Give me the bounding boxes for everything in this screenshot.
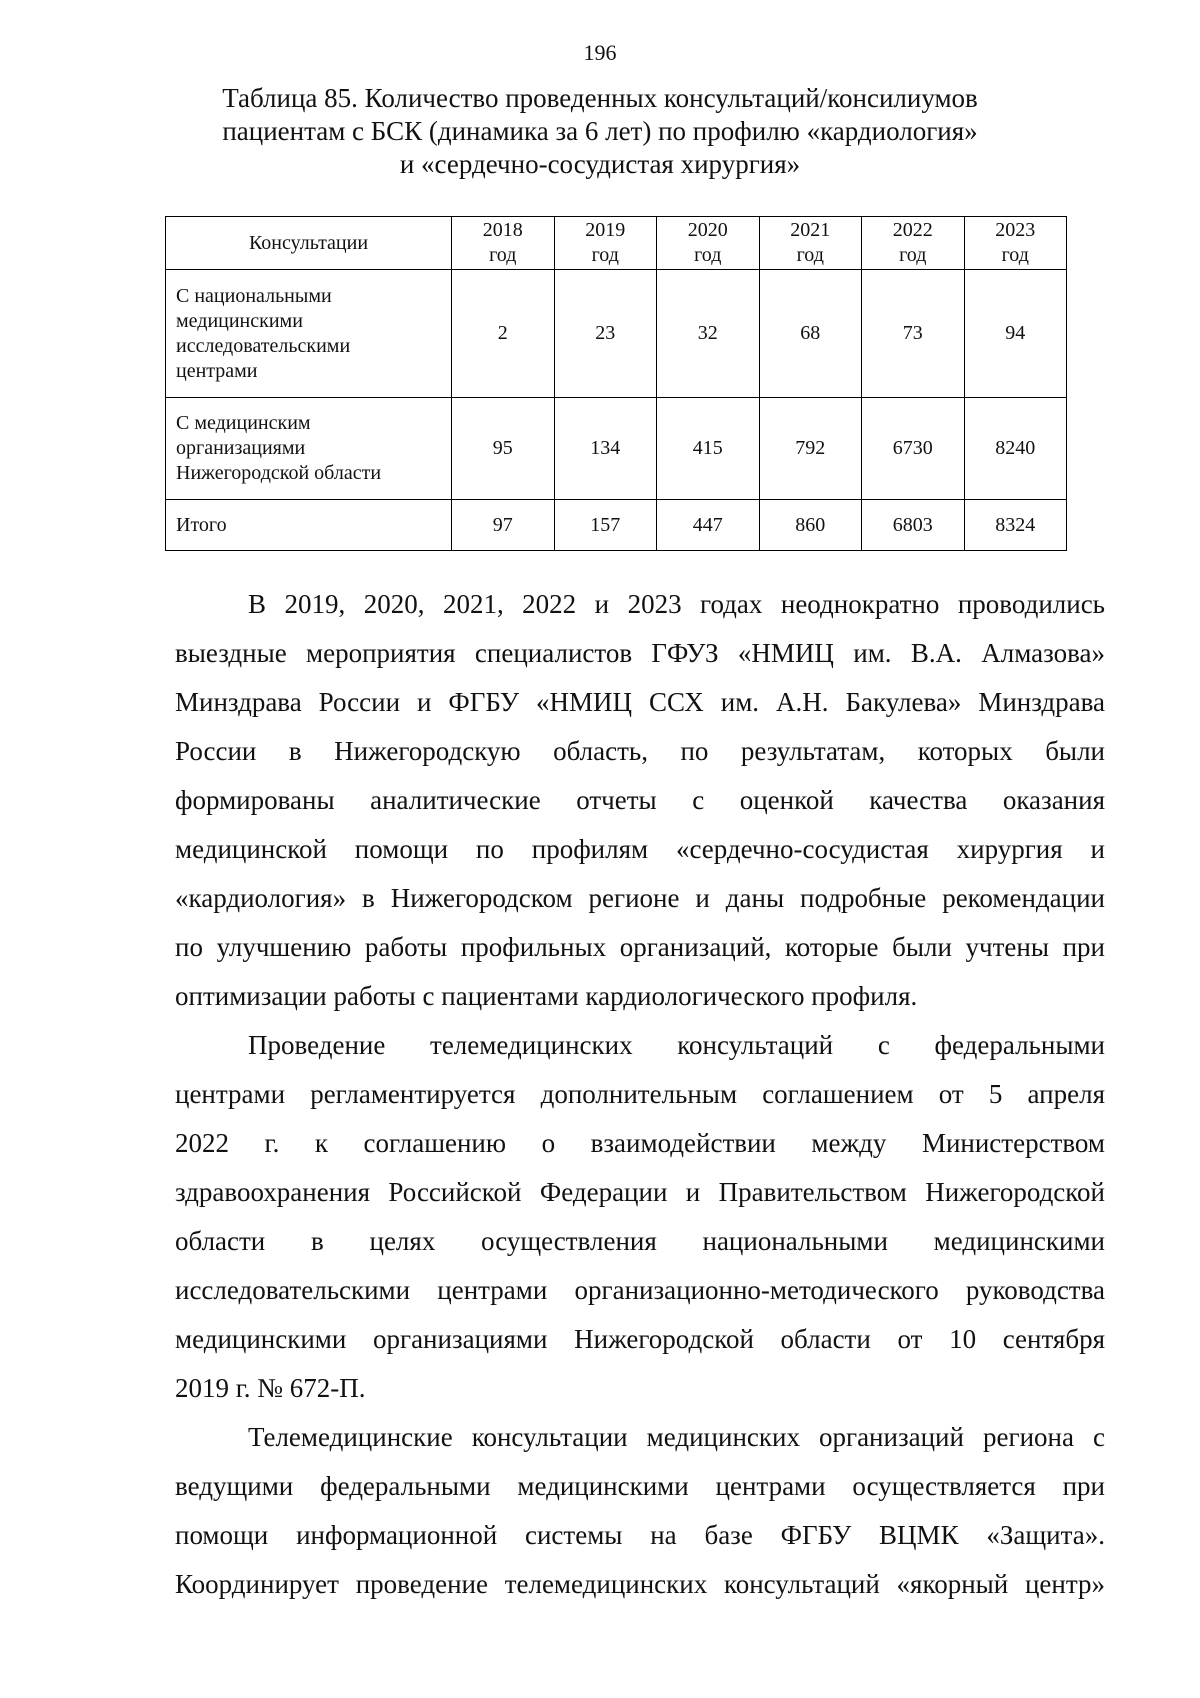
text-line: Проведение телемедицинских консультаций с федеральными — [248, 1030, 1105, 1060]
table-cell: 73 — [862, 270, 965, 398]
text-line: по улучшению работы профильных организаций, которые были учтены при — [175, 932, 1105, 962]
header-year: 2018 год — [452, 217, 555, 270]
text-line: 2019 г. № 672-П. — [175, 1373, 366, 1403]
text-line: выездные мероприятия специалистов ГФУЗ «НМИЦ им. В.А. Алмазова» — [175, 638, 1105, 668]
table-cell: 6730 — [862, 398, 965, 500]
table-row-total — [166, 500, 1067, 551]
header-year: 2020 год — [657, 217, 760, 270]
paragraph — [175, 580, 1105, 1021]
caption-line: Таблица 85. Количество проведенных консультаций/консилиумов — [222, 83, 978, 113]
text-line: «кардиология» в Нижегородском регионе и даны подробные рекомендации — [175, 883, 1105, 913]
row-label: С медицинским организациями Нижегородской области — [166, 398, 452, 500]
table-cell: 447 — [657, 500, 760, 551]
text-line: медицинскими организациями Нижегородской области от 10 сентября — [175, 1324, 1105, 1354]
row-label: Итого — [166, 500, 452, 551]
table-cell: 8324 — [964, 500, 1067, 551]
text-line: области в целях осуществления национальными медицинскими — [175, 1226, 1105, 1256]
table-caption — [150, 82, 1050, 181]
table-cell: 32 — [657, 270, 760, 398]
table-cell: 6803 — [862, 500, 965, 551]
header-year: 2019 год — [554, 217, 657, 270]
header-year: 2023 год — [964, 217, 1067, 270]
text-line: оптимизации работы с пациентами кардиологического профиля. — [175, 981, 918, 1011]
paragraph — [175, 1021, 1105, 1413]
text-line: помощи информационной системы на базе ФГБУ ВЦМК «Защита». — [175, 1520, 1105, 1550]
table-row — [166, 270, 1067, 398]
table-cell: 134 — [554, 398, 657, 500]
text-line: здравоохранения Российской Федерации и Правительством Нижегородской — [175, 1177, 1105, 1207]
body-text — [175, 580, 1105, 1609]
table-cell: 68 — [759, 270, 862, 398]
caption-line: пациентам с БСК (динамика за 6 лет) по профилю «кардиология» — [222, 116, 978, 146]
table-cell: 860 — [759, 500, 862, 551]
table-cell: 8240 — [964, 398, 1067, 500]
table-row — [166, 398, 1067, 500]
table-header-row — [166, 217, 1067, 270]
caption-line: и «сердечно-сосудистая хирургия» — [399, 149, 801, 179]
table-cell: 792 — [759, 398, 862, 500]
text-line: Минздрава России и ФГБУ «НМИЦ ССХ им. А.Н. Бакулева» Минздрава — [175, 687, 1105, 717]
consultations-table — [165, 216, 1067, 551]
text-line: ведущими федеральными медицинскими центрами осуществляется при — [175, 1471, 1105, 1501]
table-cell: 2 — [452, 270, 555, 398]
table-cell: 23 — [554, 270, 657, 398]
table-cell: 157 — [554, 500, 657, 551]
text-line: исследовательскими центрами организационно-методического руководства — [175, 1275, 1105, 1305]
header-consultations: Консультации — [166, 217, 452, 270]
table-cell: 97 — [452, 500, 555, 551]
table-cell: 95 — [452, 398, 555, 500]
text-line: 2022 г. к соглашению о взаимодействии между Министерством — [175, 1128, 1105, 1158]
header-year: 2022 год — [862, 217, 965, 270]
text-line: Телемедицинские консультации медицинских организаций региона с — [248, 1422, 1105, 1452]
table-cell: 415 — [657, 398, 760, 500]
table-cell: 94 — [964, 270, 1067, 398]
text-line: медицинской помощи по профилям «сердечно-сосудистая хирургия и — [175, 834, 1105, 864]
row-label: С национальными медицинскими исследовательскими центрами — [166, 270, 452, 398]
text-line: России в Нижегородскую область, по результатам, которых были — [175, 736, 1105, 766]
text-line: центрами регламентируется дополнительным соглашением от 5 апреля — [175, 1079, 1105, 1109]
page-number: 196 — [583, 40, 617, 65]
header-year: 2021 год — [759, 217, 862, 270]
text-line: формированы аналитические отчеты с оценкой качества оказания — [175, 785, 1105, 815]
text-line: Координирует проведение телемедицинских консультаций «якорный центр» — [175, 1569, 1105, 1599]
text-line: В 2019, 2020, 2021, 2022 и 2023 годах неоднократно проводились — [248, 589, 1105, 619]
paragraph — [175, 1413, 1105, 1609]
